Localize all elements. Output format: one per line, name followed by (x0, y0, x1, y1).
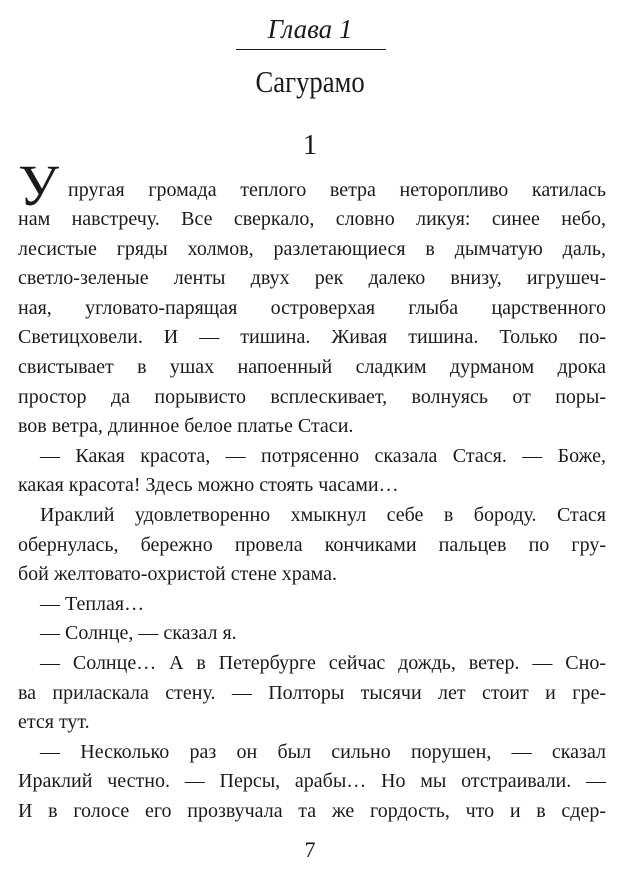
text-line: — Теплая… (40, 592, 145, 615)
text-line: нам навстречу. Все сверкало, словно ликуя: синее небо, (18, 208, 606, 230)
page-number: 7 (304, 837, 316, 862)
text-line-1-rest: пругая громада теплого ветра неторопливо катилась (68, 179, 606, 201)
text-line: ва приласкала стену. — Полторы тысячи лет стоит и гре- (18, 681, 606, 704)
text-line: ная, угловато-парящая островерхая глыба царственного (18, 296, 606, 319)
text-line: свистывает в ушах напоенный сладким дурманом дрока (18, 355, 606, 378)
text-line-1 (18, 153, 606, 218)
text-line: — Какая красота, — потрясенно сказала Стася. — Боже, (40, 444, 606, 467)
text-line: — Солнце, — сказал я. (40, 622, 237, 645)
chapter-label: Глава 1 (267, 14, 353, 44)
text-line: обернулась, бережно провела кончиками пальцев по гру- (18, 533, 606, 556)
chapter-title: Сагурамо (255, 64, 365, 99)
text-line: Светицховели. И — тишина. Живая тишина. Только по- (18, 326, 606, 349)
text-line: вов ветра, длинное белое платье Стаси. (18, 415, 354, 438)
text-line: бой желтовато-охристой стене храма. (18, 563, 338, 586)
chapter-divider (236, 49, 386, 50)
text-line: Ираклий честно. — Персы, арабы… Но мы отстраивали. — (18, 770, 606, 793)
section-number: 1 (302, 129, 318, 161)
text-line: — Несколько раз он был сильно порушен, — сказал (40, 740, 606, 763)
body-text (18, 153, 606, 826)
text-line: простор да порывисто всплескивает, волнуясь от поры- (18, 385, 606, 408)
text-line: — Солнце… А в Петербурге сейчас дождь, ветер. — Сно- (40, 651, 606, 674)
drop-cap: У (18, 153, 60, 218)
text-line: лесистые гряды холмов, разлетающиеся в дымчатую даль, (18, 237, 606, 260)
text-line: Ираклий удовлетворенно хмыкнул себе в бороду. Стася (40, 503, 606, 526)
text-line: какая красота! Здесь можно стоять часами… (18, 474, 399, 497)
text-line: светло-зеленые ленты двух рек далеко внизу, игрушеч- (18, 267, 606, 290)
text-line: ется тут. (18, 711, 90, 734)
text-line: И в голосе его прозвучала та же гордость, что и в сдер- (18, 799, 606, 822)
